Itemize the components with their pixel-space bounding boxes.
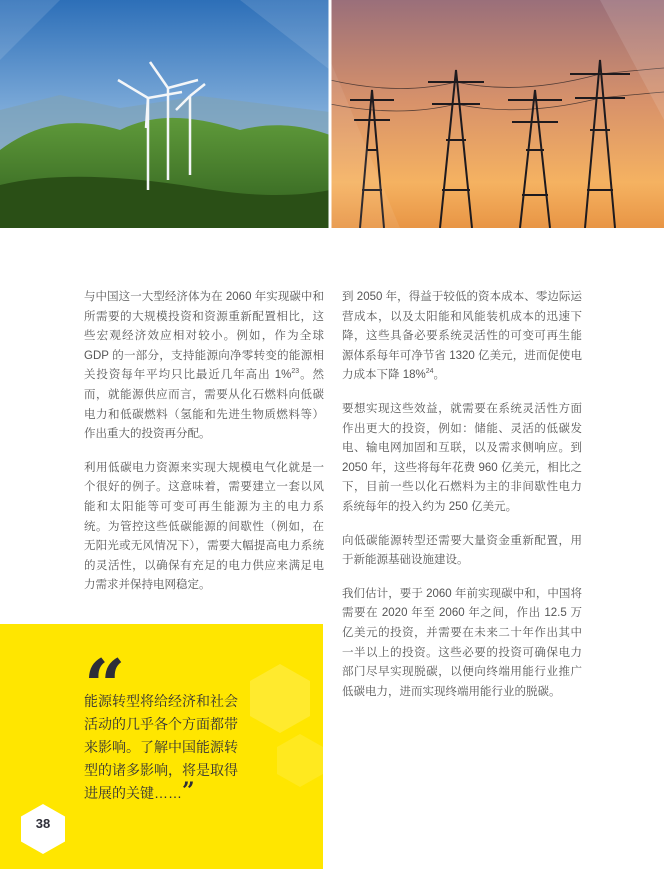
- paragraph: 与中国这一大型经济体为在 2060 年实现碳中和所需要的大规模投资和资源重新配置相比，这些宏观经济效应相对较小。例如，作为全球 GDP 的一部分，支持能源向净零转变的能源相关投资每年平均只比最近几年高出 1%$^{23}$。然而，就能源供应而言，需要从化石燃料向低碳电力和低碳燃料（氢能和先进生物质燃料等）作出重大的投资再分配。: [84, 291, 324, 441]
- left-text-column: [84, 288, 324, 610]
- right-text-column: [342, 288, 582, 716]
- close-quote-icon: ”: [182, 778, 195, 804]
- footnote-ref: 24: [425, 368, 434, 376]
- paragraph: 到 2050 年，得益于较低的资本成本、零边际运营成本，以及太阳能和风能装机成本的迅速下降，这些具备必要系统灵活性的可变可再生能源体系每年可净节省 1320 亿美元，进而促使电力成本下降 18%$^{24}$。: [342, 291, 582, 382]
- footnote-ref: 23: [291, 368, 300, 376]
- pull-quote-text: 能源转型将给经济和社会活动的几乎各个方面都带来影响。了解中国能源转型的诸多影响，将是取得进展的关键……”: [84, 693, 238, 804]
- open-quote-icon: “: [84, 643, 126, 728]
- paragraph: 我们估计，要于 2060 年前实现碳中和，中国将需要在 2020 年至 2060 年之间，作出 12.5 万亿美元的投资，并需要在未来二十年作出其中一半以上的投资。这些必要的投资可确保电力部门尽早实现脱碳，以便向终端用能行业推广低碳电力，进而实现终端用能行业的脱碳。: [342, 587, 582, 698]
- paragraph: 向低碳能源转型还需要大量资金重新配置，用于新能源基础设施建设。: [342, 534, 582, 567]
- paragraph: 要想实现这些效益，就需要在系统灵活性方面作出更大的投资，例如：储能、灵活的低碳发电、输电网加固和互联，以及需求侧响应。到 2050 年，这些将每年花费 960 亿美元，相比之下，目前一些以化石燃料为主的非间歇性电力系统每年的投入约为 250 亿美元。: [342, 402, 582, 513]
- hero-banner: [0, 0, 664, 228]
- page-number: 38: [35, 816, 51, 831]
- paragraph: 利用低碳电力资源来实现大规模电气化就是一个很好的例子。这意味着，需要建立一套以风能和太阳能等可变可再生能源为主的电力系统。为管控这些低碳能源的间歇性（例如，在无阳光或无风情况下），需要大幅提高电力系统的灵活性，以确保有充足的电力供应来满足电力需求并保持电网稳定。: [84, 461, 324, 592]
- transmission-tower-photo: [330, 0, 664, 228]
- wind-turbine-photo: [0, 0, 330, 228]
- hero-photo-collage: [0, 0, 664, 228]
